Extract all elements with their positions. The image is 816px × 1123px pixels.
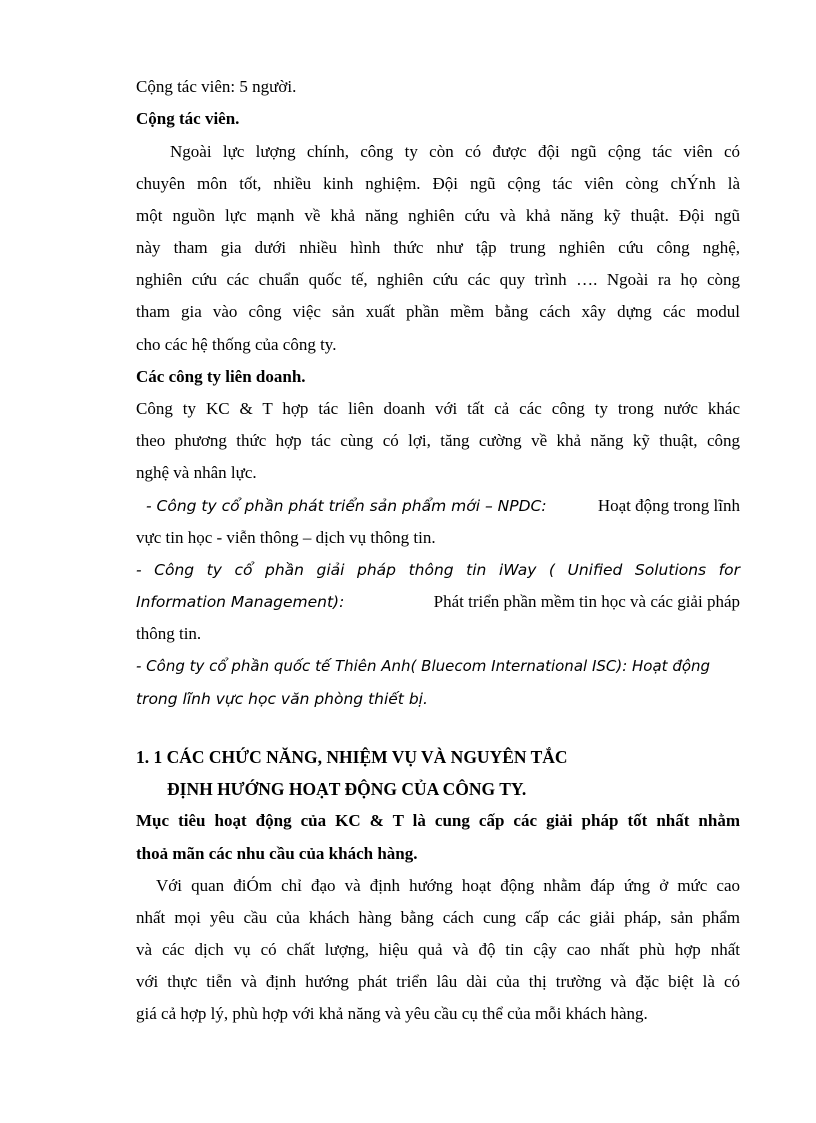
joint-ventures-intro-line: theo phương thức hợp tác cùng có lợi, tăng cường về khả năng kỹ thuật, công [136, 431, 740, 450]
section-goal-line-1: Mục tiêu hoạt động của KC & T là cung cấp các giải pháp tốt nhất nhằm [136, 811, 740, 830]
section-paragraph-line: với thực tiễn và định hướng phát triển lâu dài của thị trường và đặc biệt là có [136, 972, 740, 991]
section-paragraph-line: Với quan điÓm chỉ đạo và định hướng hoạt động nhằm đáp ứng ở mức cao [156, 876, 740, 895]
joint-venture-item-2 [136, 591, 740, 613]
collaborators-paragraph-line: Ngoài lực lượng chính, công ty còn có được đội ngũ cộng tác viên có [170, 142, 740, 161]
collaborators-paragraph-line: tham gia vào công việc sản xuất phần mềm bằng cách xây dựng các modul [136, 302, 740, 321]
section-paragraph-line: nhất mọi yêu cầu của khách hàng bằng cách cung cấp các giải pháp, sản phẩm [136, 908, 740, 927]
collaborators-count-line: Cộng tác viên: 5 người. [136, 77, 297, 96]
joint-venture-item-1 [146, 495, 740, 517]
joint-ventures-intro-line: Công ty KC & T hợp tác liên doanh với tất cả các công ty trong nước khác [136, 399, 740, 418]
joint-venture-item-2-continuation: thông tin. [136, 624, 202, 643]
section-paragraph-line: và các dịch vụ có chất lượng, hiệu quả và độ tin cậy cao nhất phù hợp nhất [136, 940, 740, 959]
joint-venture-name: - Công ty cổ phần phát triển sản phẩm mới – NPDC: [146, 497, 547, 515]
joint-venture-item-3-name: - Công ty cổ phần quốc tế Thiên Anh( Bluecom International ISC): Hoạt động [136, 657, 711, 675]
collaborators-heading: Cộng tác viên. [136, 109, 240, 128]
collaborators-paragraph-line: nghiên cứu các chuẩn quốc tế, nghiên cứu các quy trình …. Ngoài ra họ còng [136, 270, 740, 289]
section-goal-line-2: thoả mãn các nhu cầu của khách hàng. [136, 844, 418, 863]
joint-venture-description: Hoạt động trong lĩnh [597, 496, 740, 515]
section-paragraph-line: giá cả hợp lý, phù hợp với khả năng và yêu cầu cụ thể của mỗi khách hàng. [136, 1004, 648, 1023]
collaborators-paragraph-line: một nguồn lực mạnh về khả năng nghiên cứu và khả năng kỹ thuật. Đội ngũ [136, 206, 740, 225]
collaborators-paragraph-line: chuyên môn tốt, nhiều kinh nghiệm. Đội ngũ cộng tác viên còng chÝnh là [136, 174, 740, 193]
joint-ventures-heading: Các công ty liên doanh. [136, 367, 306, 386]
joint-venture-name: Information Management): [136, 593, 345, 611]
joint-venture-description: Phát triển phần mềm tin học và các giải pháp [433, 592, 740, 611]
section-title-line-1: 1. 1 CÁC CHỨC NĂNG, NHIỆM VỤ VÀ NGUYÊN TẮC [136, 747, 568, 767]
joint-venture-item-2-name: - Công ty cổ phần giải pháp thông tin iWay ( Unified Solutions for [136, 561, 740, 579]
joint-venture-item-1-continuation: vực tin học - viễn thông – dịch vụ thông tin. [136, 528, 436, 547]
joint-ventures-intro-line: nghệ và nhân lực. [136, 463, 257, 482]
collaborators-paragraph-line: cho các hệ thống của công ty. [136, 335, 337, 354]
section-title-line-2: ĐỊNH HƯỚNG HOẠT ĐỘNG CỦA CÔNG TY. [167, 779, 527, 799]
collaborators-paragraph-line: này tham gia dưới nhiều hình thức như tập trung nghiên cứu công nghệ, [136, 238, 740, 257]
joint-venture-item-3-continuation: trong lĩnh vực học văn phòng thiết bị. [136, 690, 428, 708]
